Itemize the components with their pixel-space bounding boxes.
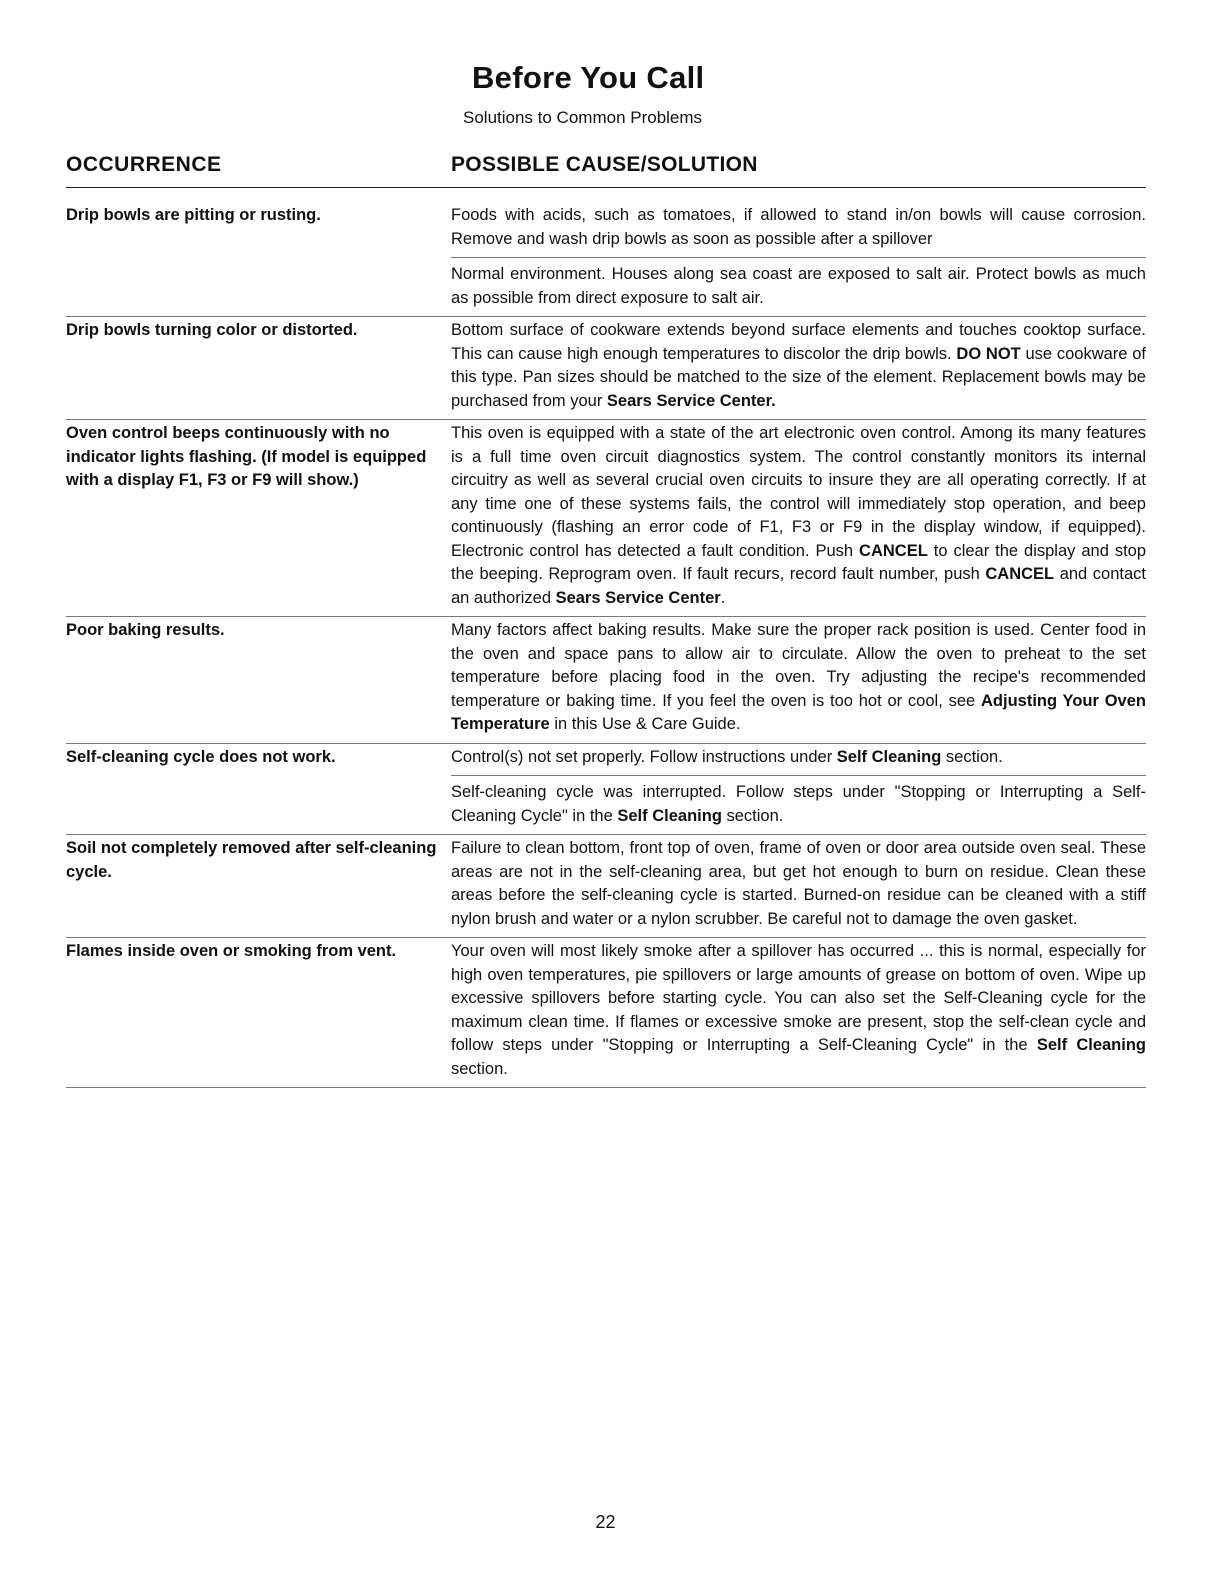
solution-emphasis: Self Cleaning bbox=[836, 747, 942, 766]
table-row bbox=[66, 420, 1146, 617]
table-row bbox=[66, 317, 1146, 420]
occurrence-text: Soil not completely removed after self-cleaning cycle. bbox=[66, 839, 437, 881]
solution-emphasis: CANCEL bbox=[985, 565, 1055, 583]
solutions-cell bbox=[451, 835, 1146, 937]
solution-emphasis: Sears Service Center bbox=[555, 588, 721, 607]
solution-paragraph bbox=[451, 775, 1146, 834]
occurrence-text: Drip bowls turning color or distorted. bbox=[66, 321, 358, 339]
solution-paragraph bbox=[451, 420, 1146, 616]
solution-column-header: POSSIBLE CAUSE/SOLUTION bbox=[451, 153, 758, 176]
solution-text: . bbox=[720, 588, 726, 607]
solution-text: Normal environment. Houses along sea coast are exposed to salt air. Protect bowls as much as possible from direct exposure to salt air. bbox=[451, 265, 1146, 307]
table-row bbox=[66, 835, 1146, 938]
occurrence-text: Flames inside oven or smoking from vent. bbox=[66, 942, 397, 960]
solution-text: Foods with acids, such as tomatoes, if allowed to stand in/on bowls will cause corrosion. Remove and wash drip bowls as soon as possible after a spillover bbox=[451, 206, 1146, 248]
solution-text: Failure to clean bottom, front top of oven, frame of oven or door area outside oven seal. These areas are not in the self-cleaning area, but get hot enough to burn on residue. Clean these areas before the self-cleaning cycle is started. Burned-on residue can be cleaned with a stiff nylon brush and water or a nylon scrubber. Be careful not to damage the oven gasket. bbox=[451, 839, 1146, 928]
solutions-cell bbox=[451, 938, 1146, 1087]
solution-emphasis: Sears Service Center. bbox=[606, 391, 776, 410]
solution-text: and contact an authorized bbox=[451, 565, 1146, 607]
page-subtitle: Solutions to Common Problems bbox=[463, 108, 703, 127]
solutions-cell bbox=[451, 744, 1146, 835]
solution-text: Bottom surface of cookware extends beyond surface elements and touches cooktop surface. This can cause high enough temperatures to discolor the drip bowls. bbox=[451, 321, 1146, 363]
solutions-cell bbox=[451, 317, 1146, 419]
solution-text: Self-cleaning cycle was interrupted. Follow steps under "Stopping or Interrupting a Self-Cleaning Cycle" in the bbox=[451, 783, 1146, 825]
column-headers bbox=[66, 153, 1146, 188]
solution-emphasis: Adjusting Your Oven Temperature bbox=[451, 691, 1146, 733]
solution-paragraph bbox=[451, 317, 1146, 419]
page-number: 22 bbox=[595, 1512, 616, 1532]
solution-paragraph bbox=[451, 202, 1146, 257]
solutions-cell bbox=[451, 420, 1146, 616]
page-title: Before You Call bbox=[472, 60, 705, 95]
solution-text: section. bbox=[941, 747, 1003, 766]
table-row bbox=[66, 938, 1146, 1088]
solution-paragraph bbox=[451, 617, 1146, 743]
occurrence-text: Poor baking results. bbox=[66, 621, 225, 639]
troubleshooting-table bbox=[66, 202, 1146, 1088]
solution-text: section. bbox=[721, 806, 784, 825]
solution-text: section. bbox=[451, 1059, 508, 1078]
solution-text: This oven is equipped with a state of the art electronic oven control. Among its many features is a full time oven circuit diagnostics system. The control constantly monitors its internal circuitry as well as several crucial oven circuits to insure they are all operating correctly. If at any time one of these systems fails, the control will immediately stop operation, and beep continuously (flashing an error code of F1, F3 or F9 in the display window, if equipped). Electronic control has detected a fault condition. Push bbox=[451, 424, 1146, 560]
solutions-cell bbox=[451, 202, 1146, 316]
solution-text: in this Use & Care Guide. bbox=[549, 715, 741, 733]
solution-emphasis: Self Cleaning bbox=[617, 806, 722, 825]
solution-emphasis: DO NOT bbox=[956, 344, 1021, 363]
solution-text: use cookware of this type. Pan sizes should be matched to the size of the element. Replacement bowls may be purchased from your bbox=[451, 344, 1146, 410]
solution-text: Many factors affect baking results. Make sure the proper rack position is used. Center food in the oven and space pans to allow air to circulate. Allow the oven to preheat to the set temperature before placing food in the oven. Try adjusting the recipe's recommended temperature or baking time. If you feel the oven is too hot or cool, see bbox=[451, 621, 1146, 710]
occurrence-text: Drip bowls are pitting or rusting. bbox=[66, 206, 321, 224]
solutions-cell bbox=[451, 617, 1146, 743]
solution-paragraph bbox=[451, 257, 1146, 316]
occurrence-column-header: OCCURRENCE bbox=[66, 153, 222, 176]
solution-paragraph bbox=[451, 835, 1146, 937]
table-row bbox=[66, 202, 1146, 317]
solution-text: Your oven will most likely smoke after a spillover has occurred ... this is normal, especially for high oven temperatures, pie spillovers or large amounts of grease on bottom of oven. Wipe up excessive spillovers before starting cycle. You can also set the Self-Cleaning cycle for the maximum clean time. If flames or excessive smoke are present, stop the self-clean cycle and follow steps under "Stopping or Interrupting a Self-Cleaning Cycle" in the bbox=[451, 942, 1146, 1054]
table-row bbox=[66, 744, 1146, 836]
solution-text: Control(s) not set properly. Follow instructions under bbox=[451, 747, 837, 766]
solution-text: to clear the display and stop the beeping. Reprogram oven. If fault recurs, record fault number, push bbox=[451, 541, 1147, 583]
solution-paragraph bbox=[451, 938, 1146, 1087]
occurrence-text: Oven control beeps continuously with no indicator lights flashing. (If model is equipped with a display F1, F3 or F9 will show.) bbox=[66, 424, 427, 489]
solution-emphasis: CANCEL bbox=[859, 541, 928, 560]
solution-paragraph bbox=[451, 744, 1146, 776]
occurrence-text: Self-cleaning cycle does not work. bbox=[66, 747, 336, 766]
table-row bbox=[66, 617, 1146, 744]
solution-emphasis: Self Cleaning bbox=[1036, 1036, 1146, 1054]
